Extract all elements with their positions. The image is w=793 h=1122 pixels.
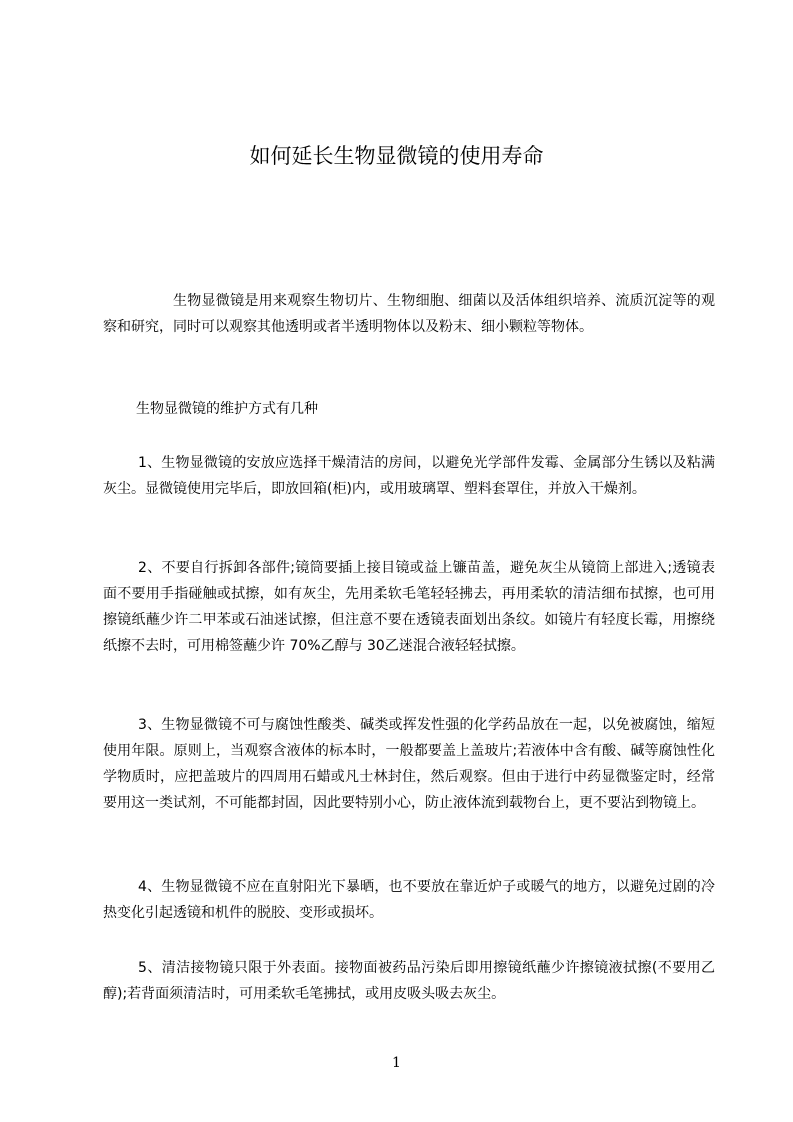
maintenance-item-2: 2、不要自行拆卸各部件;镜筒要插上接目镜或益上镰苗盖，避免灰尘从镜筒上部进入;透镜表面不要用手指碰触或拭擦，如有灰尘，先用柔软毛笔轻轻拂去，再用柔软的清洁细布拭擦，也可用擦镜纸蘸少许二甲苯或石油迷试擦，但注意不要在透镜表面划出条纹。如镜片有轻度长霉，用擦绕纸擦不去时，可用棉签蘸少许 70%乙醇与 30乙迷混合液轻轻拭擦。: [103, 560, 715, 654]
maintenance-item-4: 4、生物显微镜不应在直射阳光下暴晒，也不要放在靠近炉子或暖气的地方，以避免过剧的冷热变化引起透镜和机件的脱胶、变形或损坏。: [103, 879, 715, 921]
intro-paragraph: 生物显微镜是用来观察生物切片、生物细胞、细菌以及活体组织培养、流质沉淀等的观察和研究，同时可以观察其他透明或者半透明物体以及粉末、细小颗粒等物体。: [103, 293, 715, 335]
page-number: 1: [392, 1055, 401, 1071]
section-heading: 生物显微镜的维护方式有几种: [136, 401, 318, 417]
maintenance-item-5: 5、清洁接物镜只限于外表面。接物面被药品污染后即用擦镜纸蘸少许擦镜液拭擦(不要用乙醇);若背面须清洁时，可用柔软毛笔拂拭，或用皮吸头吸去灰尘。: [103, 960, 715, 1002]
page-title: 如何延长生物显微镜的使用寿命: [249, 144, 544, 168]
maintenance-item-1: 1、生物显微镜的安放应选择干燥清洁的房间，以避免光学部件发霉、金属部分生锈以及粘满灰尘。显微镜使用完毕后，即放回箱(柜)内，或用玻璃罩、塑料套罩住，并放入干燥剂。: [103, 455, 715, 497]
maintenance-item-3: 3、生物显微镜不可与腐蚀性酸类、碱类或挥发性强的化学药品放在一起，以免被腐蚀，缩短使用年限。原则上，当观察含液体的标本时，一般都要盖上盖玻片;若液体中含有酸、碱等腐蚀性化学物质时，应把盖玻片的四周用石蜡或凡士林封住，然后观察。但由于进行中药显微鉴定时，经常要用这一类试剂，不可能都封固，因此要特别小心，防止液体流到载物台上，更不要沾到物镜上。: [103, 717, 715, 811]
